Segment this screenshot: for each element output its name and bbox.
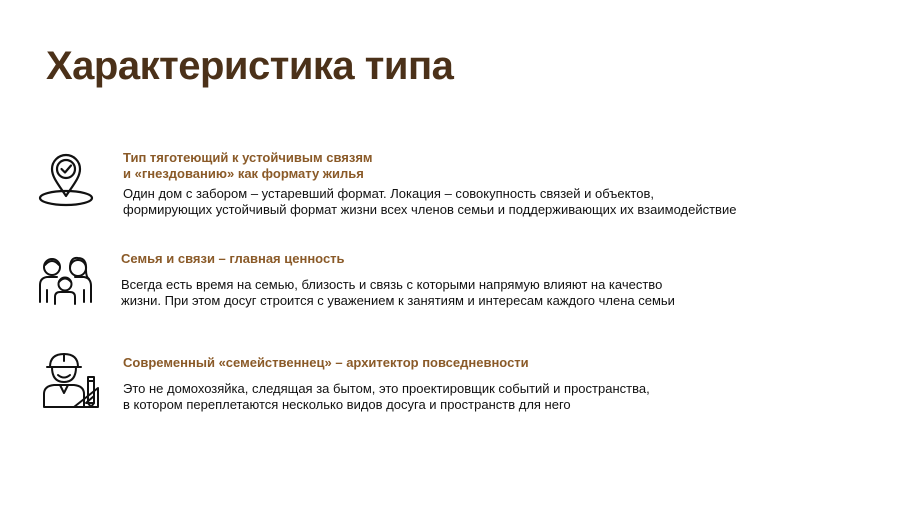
architect-icon	[40, 350, 100, 410]
item-heading: Тип тяготеющий к устойчивым связям и «гнездованию» как формату жилья	[123, 150, 373, 181]
location-pin-check-icon	[36, 150, 96, 210]
item-heading: Современный «семейственнец» – архитектор повседневности	[123, 355, 529, 370]
item-description: Всегда есть время на семью, близость и связь с которыми напрямую влияют на качество жизни. При этом досуг строится с уважением к занятиям и интересам каждого члена семьи	[121, 277, 675, 308]
item-description: Это не домохозяйка, следящая за бытом, это проектировщик событий и пространства, в котором переплетаются несколько видов досуга и пространств для него	[123, 381, 650, 412]
page-title: Характеристика типа	[46, 44, 454, 88]
item-description: Один дом с забором – устаревший формат. Локация – совокупность связей и объектов, формирующих устойчивый формат жизни всех членов семьи и поддерживающих их взаимодействие	[123, 186, 737, 217]
family-icon	[36, 252, 96, 312]
item-heading: Семья и связи – главная ценность	[121, 251, 345, 266]
